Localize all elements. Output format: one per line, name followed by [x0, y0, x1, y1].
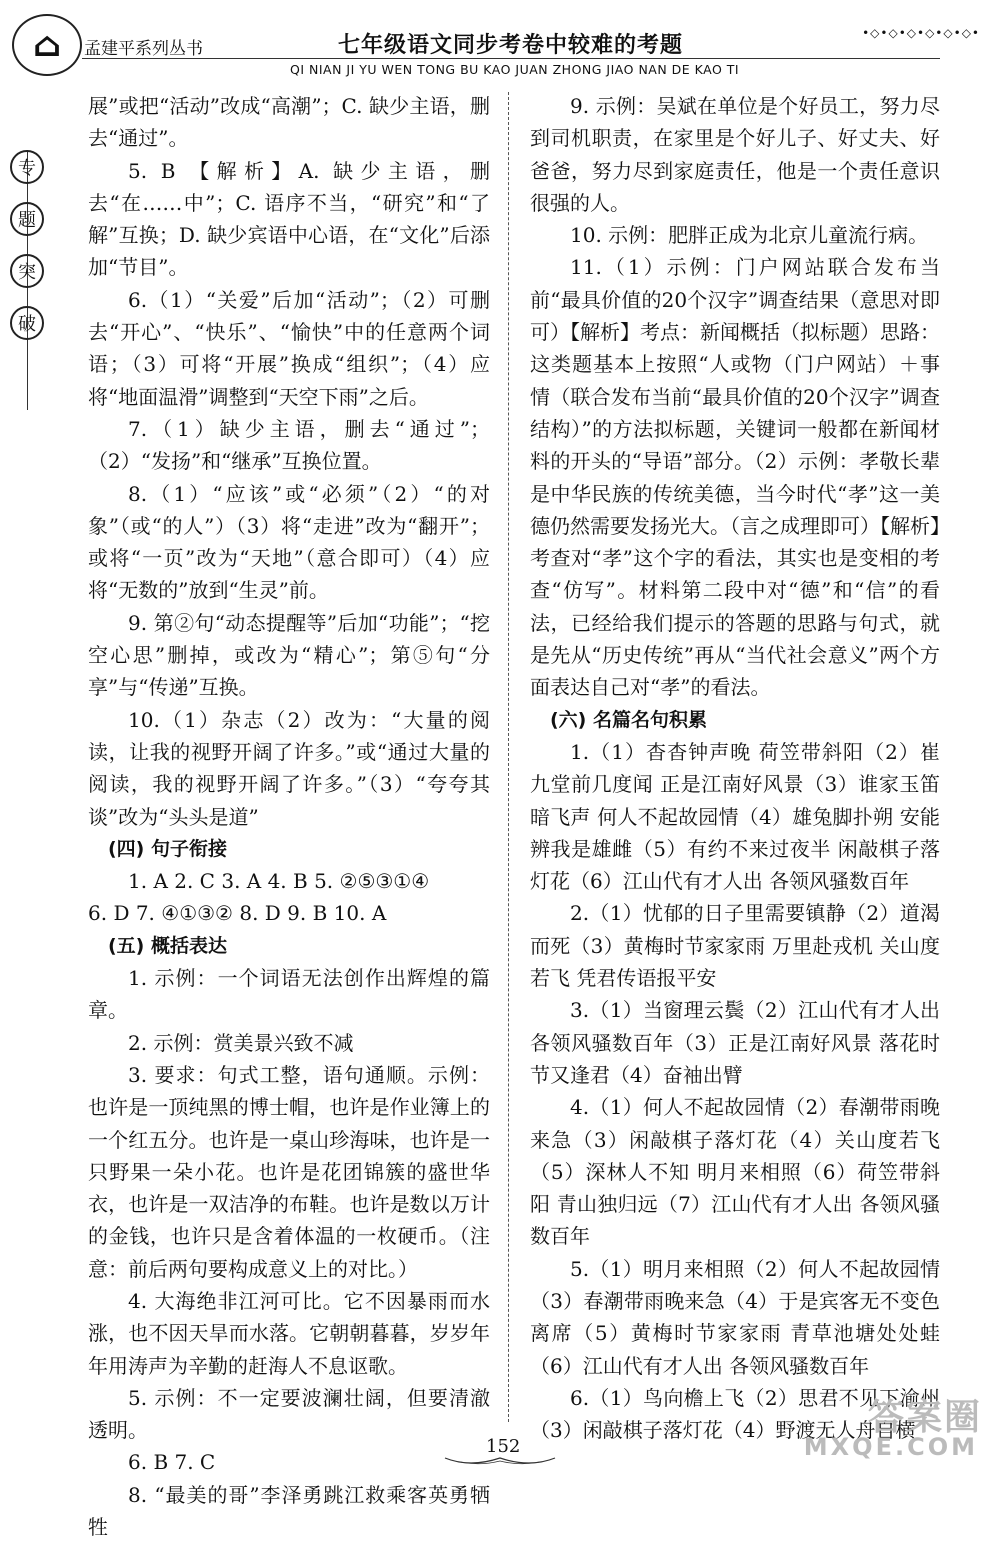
- answer-paragraph: 1. 示例：一个词语无法创作出辉煌的篇章。: [88, 966, 490, 1023]
- watermark-text: 答案圈: [867, 1397, 982, 1438]
- answer-paragraph: 6. D 7. ④①③② 8. D 9. B 10. A: [88, 901, 387, 926]
- answer-paragraph: 1.（1）杳杳钟声晚 荷笠带斜阳（2）崔九堂前几度闻 正是江南好风景（3）谁家玉笛暗飞声 何人不起故园情（4）雄兔脚扑朔 安能辨我是雄雌（5）有约不来过夜半 闲敲棋子落灯花（6）江山代有才人出 各领风骚数百年: [530, 739, 940, 894]
- title-pinyin: QI NIAN JI YU WEN TONG BU KAO JUAN ZHONG JIAO NAN DE KAO TI: [290, 62, 740, 77]
- header-dots: •◇•◇•◇•◇•◇•◇•: [862, 26, 980, 40]
- answer-paragraph: 4. 大海绝非江河可比。它不因暴雨而水涨，也不因天旱而水落。它朝朝暮暮，岁岁年年用涛声为辛勤的赶海人不息讴歌。: [88, 1288, 490, 1378]
- answer-paragraph: 8.（1）“应该”或“必须”（2）“的对象”（或“的人”）（3）将“走进”改为“翻开”；或将“一页”改为“天地”（意合即可）（4）应将“无数的”放到“生灵”前。: [88, 481, 490, 603]
- answer-paragraph: 1. A 2. C 3. A 4. B 5. ②⑤③①④: [128, 869, 430, 894]
- answer-paragraph: 9. 第②句“动态提醒等”后加“功能”；“挖空心思”删掉，或改为“精心”；第⑤句“分享”与“传递”互换。: [88, 610, 490, 700]
- book-logo-icon: ⌂: [12, 14, 82, 76]
- answer-paragraph: 4.（1）何人不起故园情（2）春潮带雨晚来急（3）闲敲棋子落灯花（4）关山度若飞（5）深林人不知 明月来相照（6）荷笠带斜阳 青山独归远（7）江山代有才人出 各领风骚数百年: [530, 1095, 940, 1249]
- page-header: [0, 0, 1000, 80]
- answer-paragraph: 5.（1）明月来相照（2）何人不起故园情（3）春潮带雨晚来急（4）于是宾客无不变色离席（5）黄梅时节家家雨 青草池塘处处蛙（6）江山代有才人出 各领风骚数百年: [530, 1256, 940, 1378]
- page-title: 七年级语文同步考卷中较难的考题: [338, 32, 684, 58]
- series-name: 孟建平系列丛书: [84, 39, 203, 59]
- answer-paragraph: 10. 示例：肥胖正成为北京儿童流行病。: [570, 223, 929, 248]
- answer-paragraph: 2. 示例：赏美景兴致不减: [128, 1030, 354, 1055]
- page-number: 152: [486, 1436, 521, 1457]
- section-heading: (四) 句子衔接: [108, 837, 227, 860]
- side-tab: [8, 150, 44, 358]
- column-divider: [508, 92, 509, 1422]
- answer-paragraph: 2.（1）忧郁的日子里需要镇静（2）道渴而死（3）黄梅时节家家雨 万里赴戎机 关山度若飞 凭君传语报平安: [530, 901, 940, 991]
- answer-paragraph: 6.（1）“关爱”后加“活动”；（2）可删去“开心”、“快乐”、“愉快”中的任意两个词语；（3）可将“开展”换成“组织”；（4）应将“地面温滑”调整到“天空下雨”之后。: [88, 287, 490, 409]
- left-column: [88, 90, 490, 1543]
- section-heading: (五) 概括表达: [108, 934, 227, 957]
- answer-paragraph: 6.（1）鸟向檐上飞（2）思君不见下渝州（3）闲敲棋子落灯花（4）野渡无人舟自横: [530, 1385, 940, 1443]
- right-column: [530, 90, 940, 1446]
- answer-paragraph: 7.（1）缺少主语，删去“通过”；（2）“发扬”和“继承”互换位置。: [88, 416, 490, 474]
- answer-paragraph: 5. 示例：不一定要波澜壮阔，但要清澈透明。: [88, 1385, 490, 1443]
- side-char: 突: [10, 254, 44, 288]
- answer-paragraph: 3.（1）当窗理云鬓（2）江山代有才人出 各领风骚数百年（3）正是江南好风景 落花时节又逢君（4）奋袖出臂: [530, 998, 940, 1087]
- answer-paragraph: 9. 示例：吴斌在单位是个好员工，努力尽到司机职责，在家里是个好儿子、好丈夫、好爸爸，努力尽到家庭责任，他是一个责任意识很强的人。: [530, 94, 940, 215]
- site-watermark: [803, 1389, 988, 1467]
- answer-paragraph: 10.（1）杂志（2）改为：“大量的阅读，让我的视野开阔了许多。”或“通过大量的阅读，我的视野开阔了许多。”（3）“夸夸其谈”改为“头头是道”: [88, 707, 490, 829]
- answer-paragraph: 展”或把“活动”改成“高潮”；C. 缺少主语，删去“通过”。: [88, 94, 490, 151]
- side-char: 题: [10, 202, 44, 236]
- side-char: 专: [10, 150, 44, 184]
- answer-paragraph: 8. “最美的哥”李泽勇跳江救乘客英勇牺牲: [88, 1482, 490, 1540]
- section-heading: (六) 名篇名句积累: [550, 708, 707, 731]
- answer-paragraph: 11.（1）示例：门户网站联合发布当前“最具价值的20个汉字”调查结果（意思对即可）【解析】考点：新闻概括（拟标题）思路：这类题基本上按照“人或物（门户网站）＋事情（联合发布当前“最具价值的20个汉字”调查结构）”的方法拟标题，关键词一般都在新闻材料的开头的“导语”部分。（2）示例：孝敬长辈是中华民族的传统美德，当今时代“孝”这一美德仍然需要发扬光大。（言之成理即可）【解析】考查对“孝”这个字的看法，其实也是变相的考查“仿写”。材料第二段中对“德”和“信”的看法，已经给我们提示的答题的思路与句式，就是先从“历史传统”再从“当代社会意义”两个方面表达自己对“孝”的看法。: [530, 255, 940, 700]
- watermark-url: MXQE.COM: [803, 1433, 978, 1461]
- answer-paragraph: 3. 要求：句式工整，语句通顺。示例：也许是一顶纯黑的博士帽，也许是作业簿上的一个红五分。也许是一桌山珍海味，也许是一只野果一朵小花。也许是花团锦簇的盛世华衣，也许是一双洁净的布鞋。也许是数以万计的金钱，也许只是含着体温的一枚硬币。（注意：前后两句要构成意义上的对比。）: [88, 1062, 490, 1281]
- side-char: 破: [10, 306, 44, 340]
- answer-paragraph: 6. B 7. C: [128, 1450, 216, 1475]
- answer-paragraph: 5. B 【解析】A. 缺少主语，删去“在……中”；C. 语序不当，“研究”和“了解”互换；D. 缺少宾语中心语，在“文化”后添加“节目”。: [88, 158, 490, 280]
